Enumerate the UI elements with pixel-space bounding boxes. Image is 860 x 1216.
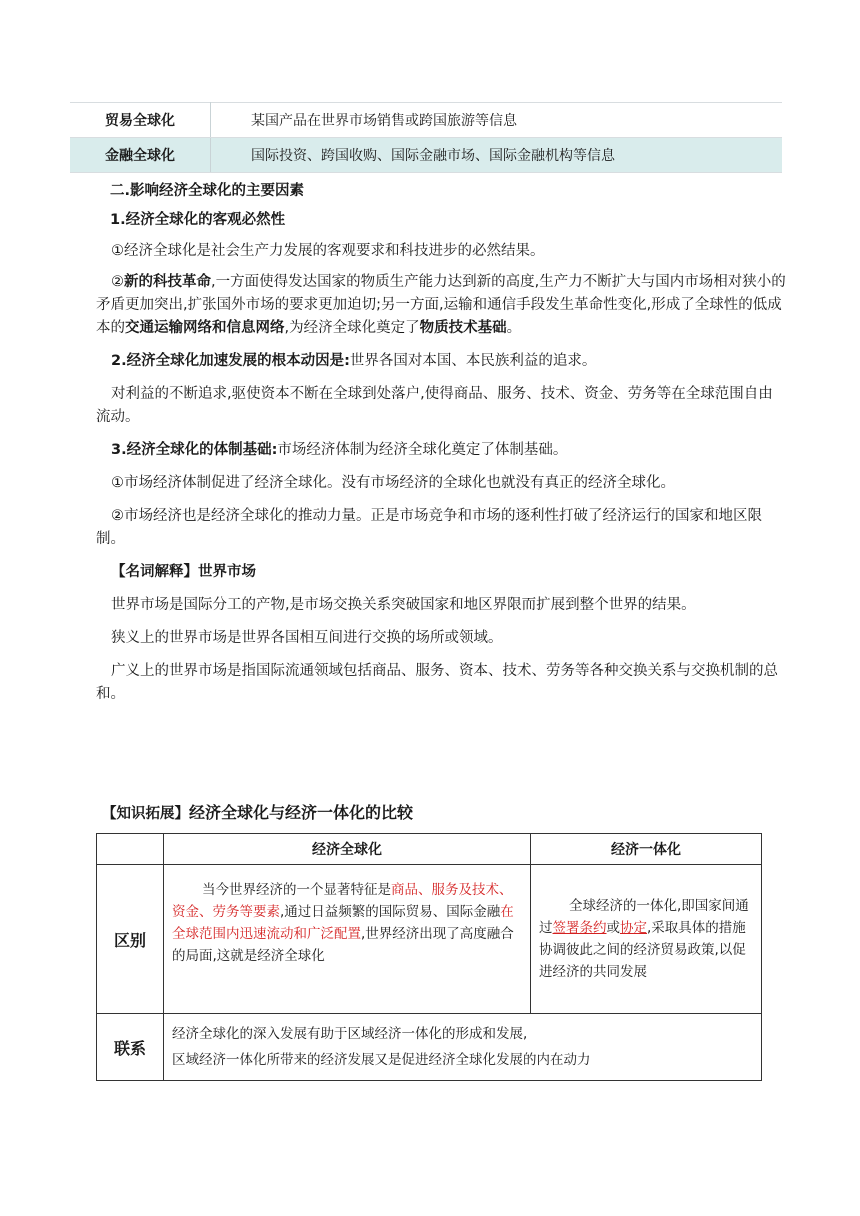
table-row — [70, 103, 782, 138]
table-row — [97, 1014, 762, 1081]
integration-cell — [531, 865, 762, 1014]
text: 。 — [506, 320, 522, 336]
connection-cell — [164, 1014, 762, 1081]
paragraph: ②市场经济也是经济全球化的推动力量。正是市场竞争和市场的逐利性打破了经济运行的国家和地区限制。 — [96, 508, 762, 547]
column-header: 经济一体化 — [531, 834, 762, 865]
text: ② — [111, 274, 124, 290]
highlight-text: 签署条约 — [552, 920, 607, 936]
paragraph: 狭义上的世界市场是世界各国相互间进行交换的场所或领域。 — [111, 630, 503, 646]
corner-cell — [97, 834, 164, 865]
connection-line: 区域经济一体化所带来的经济发展又是促进经济全球化发展的内在动力 — [172, 1052, 591, 1068]
paragraph: 广义上的世界市场是指国际流通领域包括商品、服务、资本、技术、劳务等各种交换关系与交换机制的总和。 — [96, 663, 778, 702]
paragraph: 世界市场是国际分工的产物,是市场交换关系突破国家和地区界限而扩展到整个世界的结果。 — [111, 597, 696, 613]
section-title: 二.影响经济全球化的主要因素 — [110, 183, 305, 199]
text: 当今世界经济的一个显著特征是 — [202, 882, 391, 898]
globalization-type-table — [70, 102, 782, 173]
table-row — [70, 138, 782, 173]
paragraph — [96, 350, 786, 373]
comparison-table — [96, 833, 762, 1081]
expand-label: 【知识拓展】 — [102, 806, 189, 822]
connection-line: 经济全球化的深入发展有助于区域经济一体化的形成和发展, — [172, 1026, 528, 1042]
text: 全球经济的一体化,即国家间通过 — [539, 898, 749, 936]
paragraph: ①经济全球化是社会生产力发展的客观要求和科技进步的必然结果。 — [111, 243, 545, 259]
paragraph — [96, 271, 786, 340]
table-row — [97, 865, 762, 1014]
key-term: 交通运输网络和信息网络 — [125, 320, 285, 336]
text: ,世界经济出现了高度融合的局面,这就是经济全球化 — [172, 926, 514, 964]
comparison-heading — [102, 800, 413, 823]
text: ,通过日益频繁的国际贸易、国际金融 — [280, 904, 501, 920]
text: ,采取具体的措施协调彼此之间的经济贸易政策,以促进经济的共同发展 — [539, 920, 746, 980]
subsection-title: 2.经济全球化加速发展的根本动因是: — [111, 353, 350, 369]
type-description: 国际投资、跨国收购、国际金融市场、国际金融机构等信息 — [211, 138, 783, 173]
highlight-text: 协定 — [620, 920, 647, 936]
text: ,一方面使得发达国家的物质生产能力达到新的高度,生产力不断扩大与国内市场相对狭小的矛盾更加突出,扩张国外市场的要求更加迫切;另一方面,运输和通信手段发生革命性变化,形成了全球性的低成本的 — [96, 274, 786, 336]
globalization-cell — [164, 865, 531, 1014]
type-label: 金融全球化 — [70, 138, 211, 173]
text: 市场经济体制为经济全球化奠定了体制基础。 — [277, 442, 568, 458]
term-heading: 【名词解释】世界市场 — [111, 564, 256, 580]
highlight-text: 商品、服务及技术、资金、劳务等要素 — [172, 882, 513, 920]
paragraph — [96, 439, 786, 462]
type-label: 贸易全球化 — [70, 103, 211, 138]
key-term: 新的科技革命 — [124, 274, 211, 290]
paragraph: ①市场经济体制促进了经济全球化。没有市场经济的全球化也就没有真正的经济全球化。 — [111, 475, 675, 491]
document-body — [96, 180, 786, 716]
highlight-text: 在全球范围内迅速流动和广泛配置 — [172, 904, 514, 942]
row-header: 区别 — [97, 865, 164, 1014]
table-header-row — [97, 834, 762, 865]
subsection-title: 3.经济全球化的体制基础: — [111, 442, 278, 458]
text: 或 — [606, 920, 620, 936]
text: ,为经济全球化奠定了 — [284, 320, 420, 336]
paragraph: 对利益的不断追求,驱使资本不断在全球到处落户,使得商品、服务、技术、资金、劳务等在全球范围自由流动。 — [96, 386, 773, 425]
column-header: 经济全球化 — [164, 834, 531, 865]
row-header: 联系 — [97, 1014, 164, 1081]
type-description: 某国产品在世界市场销售或跨国旅游等信息 — [211, 103, 783, 138]
expand-title: 经济全球化与经济一体化的比较 — [189, 803, 414, 822]
key-term: 物质技术基础 — [419, 320, 507, 336]
subsection-title: 1.经济全球化的客观必然性 — [110, 212, 286, 228]
text: 世界各国对本国、本民族利益的追求。 — [349, 353, 597, 369]
